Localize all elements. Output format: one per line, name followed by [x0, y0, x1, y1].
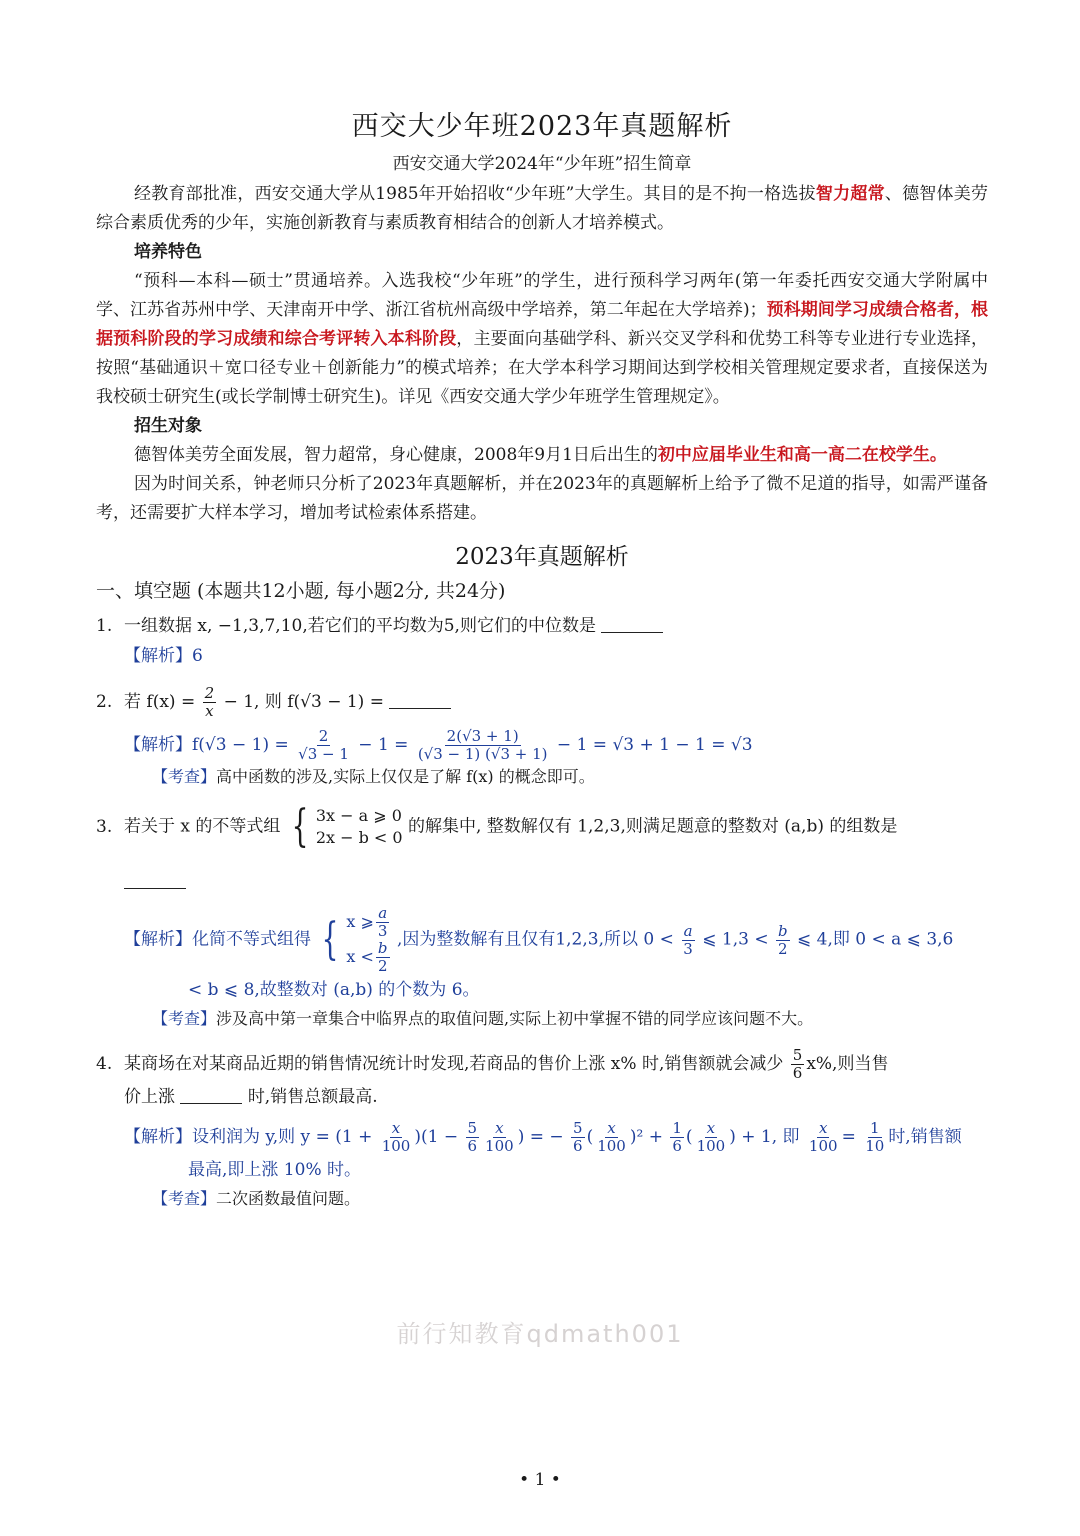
jiexi-label: 【解析】	[124, 646, 192, 666]
kaocha-note-4: 【考查】二次函数最值问题。	[152, 1189, 361, 1208]
solution-3: 【解析】化简不等式组得 { x ⩾ $\frac{a}{3}$ x < $\frac{b}{2}$ ,因为整数解有且仅有1,2,3,所以 0 < $\frac{a}{3}$ ⩽ 1,3 < $\frac{b}{2}$ ⩽ 4,即 0 < a ⩽ 3,6	[124, 904, 954, 975]
question-text: 若关于 x 的不等式组	[124, 816, 281, 837]
target-heading: 招生对象	[134, 416, 202, 436]
inequality-system: { 3x − a ⩾ 0 2x − b < 0	[291, 801, 403, 852]
question-text: 的解集中, 整数解仅有 1,2,3,则满足题意的整数对 (a,b) 的组数是	[408, 816, 898, 837]
jiexi-label: 【解析】	[124, 929, 192, 950]
question-number: 2.	[96, 692, 113, 712]
question-number: 3.	[96, 816, 113, 837]
page-title: 西交大少年班2023年真题解析	[351, 111, 733, 142]
question-4: 4. 某商场在对某商品近期的销售情况统计时发现,若商品的售价上涨 x% 时,销售额就会减少 $\frac{5}{6}$ x%,则当售	[96, 1046, 889, 1082]
question-2	[96, 685, 988, 720]
target-paragraph: 德智体美劳全面发展，智力超常，身心健康，2008年9月1日后出生的初中应届毕业生和高一高二在校学生。	[134, 445, 947, 465]
part-title: 一、填空题 (本题共12小题, 每小题2分, 共24分)	[96, 580, 506, 602]
fraction: $\frac{2}{√3 - 1}$	[298, 727, 349, 763]
question-number: 1.	[96, 616, 113, 636]
intro-paragraph: 经教育部批准，西安交通大学从1985年开始招收“少年班”大学生。其目的是不拘一格选拔智力超常、德智体美劳综合素质优秀的少年，实施创新教育与素质教育相结合的创新人才培养模式。	[96, 184, 989, 233]
kaocha-note-2: 【考查】高中函数的涉及,实际上仅仅是了解 f(x) 的概念即可。	[152, 767, 595, 786]
feature-paragraph: “预科—本科—硕士”贯通培养。入选我校“少年班”的学生，进行预科学习两年(第一年委托西安交通大学附属中学、江苏省苏州中学、天津南开中学、浙江省杭州高级中学培养，第二年起在大学培养)；预科期间学习成绩合格者，根据预科阶段的学习成绩和综合考评转入本科阶段，主要面向基础学科、新兴交叉学科和优势工科等专业进行专业选择，按照“基础通识＋宽口径专业＋创新能力”的模式培养；在大学本科学习期间达到学校相关管理规定要求者，直接保送为我校硕士研究生(或长学制博士研究生)。详见《西安交通大学少年班学生管理规定》。	[96, 271, 989, 407]
watermark: 前行知教育qdmath001	[396, 1320, 684, 1348]
question-1	[96, 611, 988, 641]
feature-heading: 培养特色	[134, 242, 202, 262]
answer-blank	[389, 690, 451, 709]
solution-4-cont: 最高,即上涨 10% 时。	[188, 1160, 361, 1180]
jiexi-label: 【解析】	[124, 1127, 192, 1147]
solution-1	[96, 641, 988, 671]
note-paragraph: 因为时间关系，钟老师只分析了2023年真题解析，并在2023年的真题解析上给予了微不足道的指导，如需严谨备考，还需要扩大样本学习，增加考试检索体系搭建。	[96, 474, 988, 523]
answer-blank	[601, 614, 663, 633]
question-text: − 1, 则 f(√3 − 1) =	[223, 692, 384, 712]
kaocha-note-3: 【考查】涉及高中第一章集合中临界点的取值问题,实际上初中掌握不错的同学应该问题不大。	[152, 1009, 814, 1028]
fraction: $\frac{2}{x}$	[204, 684, 215, 720]
question-text: 某商场在对某商品近期的销售情况统计时发现,若商品的售价上涨 x% 时,销售额就会减少	[124, 1054, 784, 1074]
answer-blank	[180, 1085, 242, 1104]
section-title: 2023年真题解析	[455, 544, 629, 570]
answer-value: 6	[192, 646, 203, 666]
question-text: 若 f(x) =	[124, 692, 196, 712]
question-number: 4.	[96, 1054, 113, 1074]
inequality-system: { x ⩾ $\frac{a}{3}$ x < $\frac{b}{2}$	[322, 904, 388, 975]
question-3-blank-line	[96, 867, 988, 897]
page-number: • 1 •	[519, 1470, 561, 1490]
fraction: $\frac{2(√3 + 1)}{(√3 - 1) (√3 + 1)}$	[417, 727, 548, 763]
question-text: 一组数据 x, −1,3,7,10,若它们的平均数为5,则它们的中位数是	[124, 616, 596, 636]
page-subtitle: 西安交通大学2024年“少年班”招生简章	[392, 154, 692, 174]
answer-blank	[124, 870, 186, 889]
jiexi-label: 【解析】	[124, 735, 192, 755]
document-page	[96, 96, 988, 1213]
question-4-cont: 价上涨 时,销售总额最高.	[124, 1087, 378, 1107]
solution-3-cont: < b ⩽ 8,故整数对 (a,b) 的个数为 6。	[188, 980, 480, 1000]
solution-4: 【解析】设利润为 y,则 y = (1 + $\frac{x}{100}$ )(1 − $\frac{5}{6}$ $\frac{x}{100}$ ) = − $\frac{5}{6}$ ( $\frac{x}{100}$ )² + $\frac{1}{6}$ ( $\frac{x}{100}$ ) + 1, 即 $\frac{x}{100}$ = $\frac{1}{10}$ 时,销售额	[124, 1119, 962, 1155]
question-3	[96, 801, 988, 852]
solution-2: 【解析】f(√3 − 1) = $\frac{2}{√3 - 1}$ − 1 = $\frac{2(√3 + 1)}{(√3 - 1) (√3 + 1)}$ − 1 = √3 + 1 − 1 = √3	[124, 727, 753, 763]
